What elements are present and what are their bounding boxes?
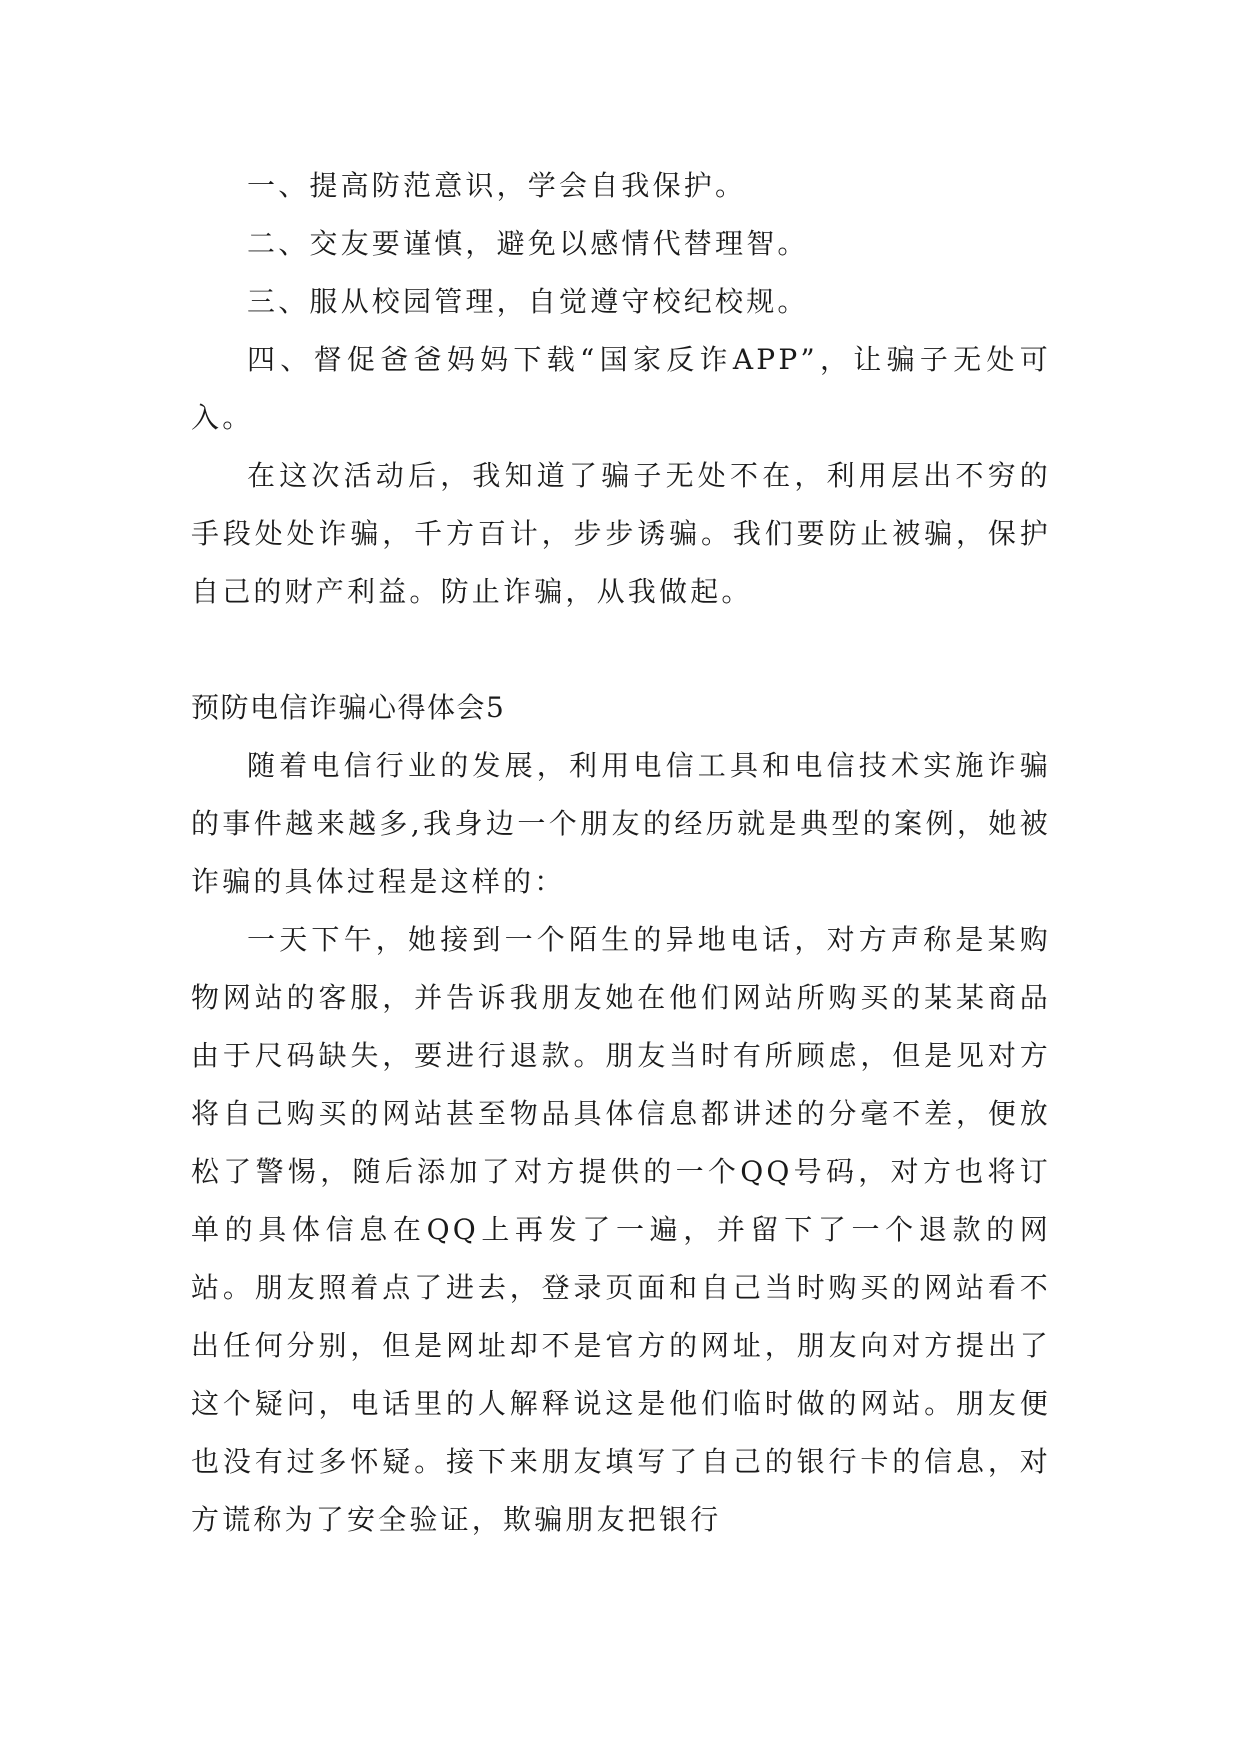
section-story-paragraph: 一天下午，她接到一个陌生的异地电话，对方声称是某购物网站的客服，并告诉我朋友她在他们网站所购买的某某商品由于尺码缺失，要进行退款。朋友当时有所顾虑，但是见对方将自己购买的网站甚至物品具体信息都讲述的分毫不差，便放松了警惕，随后添加了对方提供的一个QQ号码，对方也将订单的具体信息在QQ上再发了一遍，并留下了一个退款的网站。朋友照着点了进去，登录页面和自己当时购买的网站看不出任何分别，但是网址却不是官方的网址，朋友向对方提出了这个疑问，电话里的人解释说这是他们临时做的网站。朋友便也没有过多怀疑。接下来朋友填写了自己的银行卡的信息，对方谎称为了安全验证，欺骗朋友把银行 xyxy=(191,923,1051,1536)
list-item-1: 一、提高防范意识，学会自我保护。 xyxy=(247,169,747,202)
section-intro-paragraph: 随着电信行业的发展，利用电信工具和电信技术实施诈骗的事件越来越多,我身边一个朋友的经历就是典型的案例，她被诈骗的具体过程是这样的： xyxy=(191,749,1051,898)
list-item-3: 三、服从校园管理，自觉遵守校纪校规。 xyxy=(247,285,809,318)
list-item-4: 四、督促爸爸妈妈下载“国家反诈APP”，让骗子无处可入。 xyxy=(191,343,1051,434)
section-spacer xyxy=(191,621,1051,679)
list-item-2: 二、交友要谨慎，避免以感情代替理智。 xyxy=(247,227,809,260)
document-body xyxy=(191,157,1051,1549)
conclusion-paragraph: 在这次活动后，我知道了骗子无处不在，利用层出不穷的手段处处诈骗，千方百计，步步诱骗。我们要防止被骗，保护自己的财产利益。防止诈骗，从我做起。 xyxy=(191,459,1051,608)
section-title: 预防电信诈骗心得体会5 xyxy=(191,691,506,724)
